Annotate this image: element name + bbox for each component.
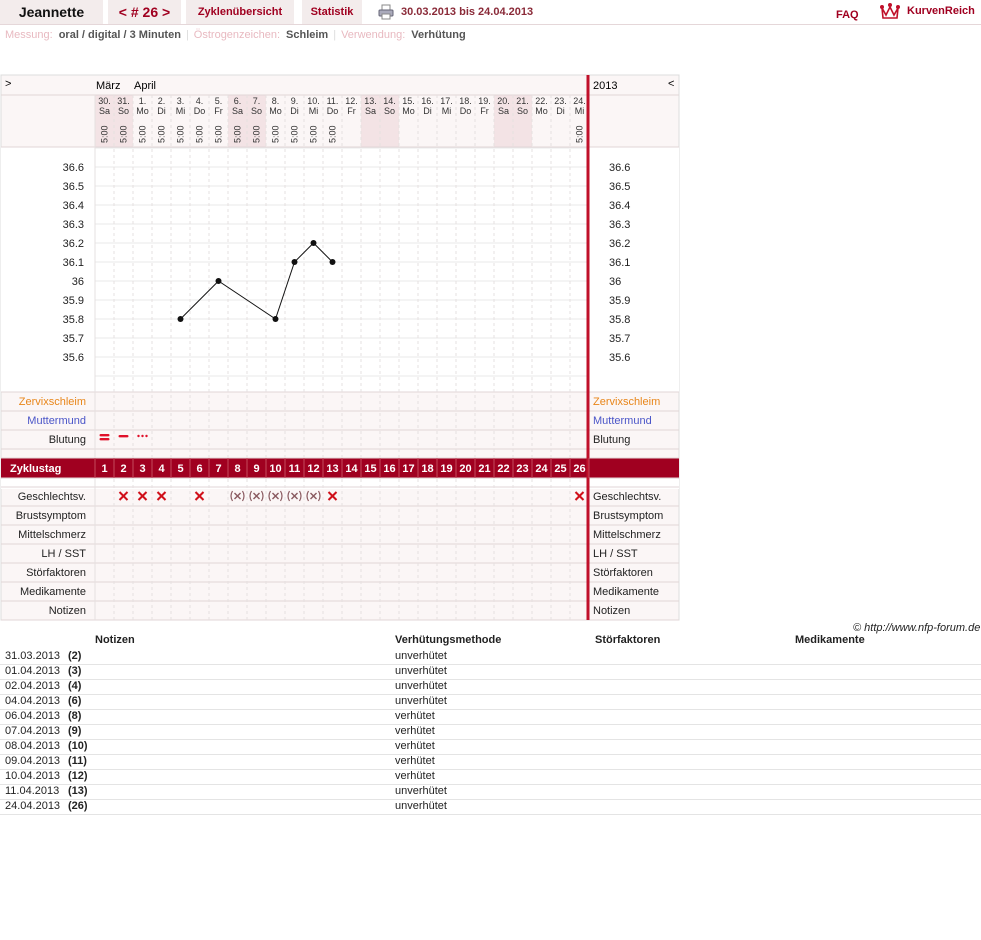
table-row	[0, 679, 981, 695]
table-row	[0, 709, 981, 725]
table-row	[0, 664, 981, 680]
temp-tick-right: 35.8	[609, 314, 631, 326]
row-label-intercourse: Geschlechtsv.	[17, 491, 86, 503]
row-label-disturb: Störfaktoren	[26, 567, 86, 579]
row-label-cervix: Zervixschleim	[18, 396, 86, 408]
row-label-notes: Notizen	[48, 605, 86, 617]
row-label-bleeding: Blutung	[48, 434, 86, 446]
next-cycle-arrow[interactable]: <	[668, 78, 675, 90]
temp-tick-right: 36.4	[609, 200, 631, 212]
note-date: 10.04.2013	[5, 770, 61, 782]
day-time-label: 5:00	[289, 125, 300, 143]
cycle-day-label: Zyklustag	[10, 463, 62, 475]
tab-statistics[interactable]: Statistik	[302, 0, 362, 24]
estrogen-label: Östrogenzeichen:	[193, 29, 281, 41]
temp-tick-right: 35.9	[609, 295, 631, 307]
user-name: Jeannette	[0, 0, 103, 24]
day-weekday-label: Sa	[98, 106, 111, 116]
temp-tick-right: 35.6	[609, 352, 631, 364]
day-weekday-label: Fr	[347, 106, 356, 116]
temp-tick-left: 36.5	[62, 181, 84, 193]
row-label-right-intercourse: Geschlechtsv.	[593, 491, 662, 503]
month-label-march: März	[96, 80, 121, 92]
day-time-label: 5:00	[574, 125, 585, 143]
day-date-label: 6.	[233, 96, 242, 106]
cycle-day-number: 21	[478, 463, 491, 475]
day-weekday-label: Mi	[308, 106, 319, 116]
temp-tick-left: 35.9	[62, 295, 84, 307]
day-date-label: 2.	[157, 96, 166, 106]
top-bar	[0, 0, 981, 25]
temp-tick-right: 35.7	[609, 333, 631, 345]
cycle-day-number: 12	[307, 463, 320, 475]
day-time-label: 5:00	[251, 125, 262, 143]
day-weekday-label: Do	[326, 106, 339, 116]
row-label-midpain: Mittelschmerz	[18, 529, 86, 541]
row-label-right-breast: Brustsymptom	[593, 510, 664, 522]
note-method: unverhütet	[395, 680, 447, 692]
note-date: 04.04.2013	[5, 695, 61, 707]
copyright: © http://www.nfp-forum.de	[853, 622, 981, 634]
month-label-april: April	[134, 80, 157, 92]
measure-value: oral / digital / 3 Minuten	[58, 29, 181, 41]
temp-tick-left: 36.1	[62, 257, 84, 269]
col-disturb: Störfaktoren	[595, 634, 661, 646]
day-weekday-label: So	[383, 106, 396, 116]
cycle-day-number: 2	[120, 463, 127, 475]
use-label: Verwendung:	[341, 29, 406, 41]
row-label-right-bleeding: Blutung	[593, 434, 631, 446]
cycle-day-number: 10	[269, 463, 282, 475]
table-row	[0, 769, 981, 785]
temp-tick-left: 35.7	[62, 333, 84, 345]
day-date-label: 20.	[497, 96, 510, 106]
temp-tick-left: 36.4	[62, 200, 84, 212]
col-method: Verhütungsmethode	[395, 634, 502, 646]
note-date: 07.04.2013	[5, 725, 61, 737]
bleeding-heavy-mark	[100, 438, 110, 440]
cycle-day-number: 24	[535, 463, 548, 475]
day-weekday-label: Fr	[480, 106, 489, 116]
temperature-point	[216, 278, 222, 284]
day-time-label: 5:00	[118, 125, 129, 143]
day-weekday-label: Mo	[136, 106, 149, 116]
day-weekday-label: Mi	[574, 106, 585, 116]
row-label-meds: Medikamente	[19, 586, 86, 598]
day-date-label: 31.	[117, 96, 130, 106]
day-time-label: 5:00	[175, 125, 186, 143]
cycle-day-number: 26	[573, 463, 586, 475]
table-row	[0, 649, 981, 665]
note-method: unverhütet	[395, 695, 447, 707]
note-date: 01.04.2013	[5, 665, 61, 677]
cycle-day-number: 3	[139, 463, 146, 475]
note-method: unverhütet	[395, 800, 447, 812]
bleeding-heavy-mark	[100, 434, 110, 436]
measure-label: Messung:	[5, 29, 53, 41]
day-date-label: 17.	[440, 96, 453, 106]
temp-tick-left: 36.6	[62, 162, 84, 174]
row-label-right-disturb: Störfaktoren	[593, 567, 653, 579]
crown-logo-icon[interactable]	[880, 2, 900, 20]
use-value: Verhütung	[411, 29, 466, 41]
note-date: 31.03.2013	[5, 650, 61, 662]
note-method: verhütet	[395, 755, 435, 767]
note-cycle-day: (6)	[68, 695, 82, 707]
day-weekday-label: Di	[423, 106, 432, 116]
note-cycle-day: (3)	[68, 665, 82, 677]
day-weekday-label: So	[117, 106, 130, 116]
bleeding-spotting-mark	[141, 435, 143, 437]
note-method: unverhütet	[395, 650, 447, 662]
day-date-label: 10.	[307, 96, 320, 106]
day-time-label: 5:00	[232, 125, 243, 143]
measurement-info: Messung: oral / digital / 3 Minuten | Östrogenzeichen: Schleim | Verwendung: Verhütung	[5, 29, 466, 41]
col-notes: Notizen	[95, 634, 135, 646]
day-date-label: 4.	[195, 96, 204, 106]
day-weekday-label: Sa	[231, 106, 244, 116]
day-date-label: 23.	[554, 96, 567, 106]
temp-tick-right: 36.3	[609, 219, 631, 231]
day-weekday-label: Do	[193, 106, 206, 116]
tab-cycle-overview[interactable]: Zyklenübersicht	[186, 0, 294, 24]
cycle-day-number: 18	[421, 463, 434, 475]
table-row	[0, 784, 981, 800]
note-cycle-day: (2)	[68, 650, 82, 662]
cycle-day-number: 20	[459, 463, 472, 475]
note-date: 09.04.2013	[5, 755, 61, 767]
note-method: unverhütet	[395, 665, 447, 677]
year-label: 2013	[593, 80, 618, 92]
day-weekday-label: Di	[157, 106, 166, 116]
temperature-point	[273, 316, 279, 322]
day-weekday-label: So	[516, 106, 529, 116]
day-weekday-label: Di	[556, 106, 565, 116]
day-date-label: 3.	[176, 96, 185, 106]
printer-icon[interactable]	[378, 4, 394, 20]
temperature-point	[330, 259, 336, 265]
cycle-day-number: 25	[554, 463, 567, 475]
day-time-label: 5:00	[99, 125, 110, 143]
cycle-day-number: 22	[497, 463, 510, 475]
cycle-day-number: 15	[364, 463, 377, 475]
day-time-label: 5:00	[194, 125, 205, 143]
note-cycle-day: (9)	[68, 725, 82, 737]
note-cycle-day: (8)	[68, 710, 82, 722]
day-weekday-label: Di	[290, 106, 299, 116]
day-weekday-label: Do	[459, 106, 472, 116]
temp-tick-left: 36.2	[62, 238, 84, 250]
bleeding-medium-mark	[119, 435, 129, 437]
note-method: verhütet	[395, 725, 435, 737]
table-row	[0, 739, 981, 755]
day-time-label: 5:00	[156, 125, 167, 143]
day-date-label: 11.	[326, 96, 339, 106]
temperature-point	[311, 240, 317, 246]
day-weekday-label: Sa	[364, 106, 377, 116]
note-cycle-day: (11)	[68, 755, 87, 767]
day-date-label: 7.	[252, 96, 261, 106]
row-label-right-meds: Medikamente	[593, 586, 660, 598]
faq-link[interactable]: FAQ	[836, 9, 859, 21]
note-date: 02.04.2013	[5, 680, 61, 692]
temp-tick-left: 36	[71, 276, 84, 288]
note-date: 11.04.2013	[5, 785, 60, 797]
day-date-label: 1.	[138, 96, 147, 106]
bleeding-spotting-mark	[137, 435, 139, 437]
day-date-label: 14.	[383, 96, 396, 106]
row-label-right-notes: Notizen	[593, 605, 631, 617]
cycle-day-number: 5	[177, 463, 184, 475]
day-date-label: 5.	[214, 96, 223, 106]
row-label-right-lh: LH / SST	[593, 548, 638, 560]
day-weekday-label: Fr	[214, 106, 223, 116]
cycle-day-number: 16	[383, 463, 396, 475]
cycle-day-number: 9	[253, 463, 260, 475]
day-date-label: 8.	[271, 96, 280, 106]
note-cycle-day: (26)	[68, 800, 88, 812]
row-label-right-os: Muttermund	[593, 415, 652, 427]
note-cycle-day: (12)	[68, 770, 88, 782]
temp-tick-right: 36.1	[609, 257, 631, 269]
temp-tick-right: 36.2	[609, 238, 631, 250]
day-weekday-label: Mi	[175, 106, 186, 116]
table-row	[0, 694, 981, 710]
cycle-day-number: 14	[345, 463, 358, 475]
day-time-label: 5:00	[213, 125, 224, 143]
estrogen-value: Schleim	[286, 29, 329, 41]
day-weekday-label: Mo	[269, 106, 282, 116]
cycle-day-number: 7	[215, 463, 222, 475]
note-cycle-day: (13)	[68, 785, 88, 797]
cycle-day-number: 17	[402, 463, 415, 475]
note-cycle-day: (4)	[68, 680, 82, 692]
col-meds: Medikamente	[795, 634, 865, 646]
cycle-day-number: 1	[101, 463, 108, 475]
day-date-label: 30.	[98, 96, 111, 106]
table-row	[0, 799, 981, 815]
day-weekday-label: Mo	[402, 106, 415, 116]
table-row	[0, 754, 981, 770]
day-date-label: 15.	[402, 96, 415, 106]
temp-tick-left: 35.6	[62, 352, 84, 364]
day-date-label: 18.	[459, 96, 472, 106]
prev-cycle-arrow[interactable]: >	[5, 78, 12, 90]
day-date-label: 16.	[421, 96, 434, 106]
cycle-day-number: 11	[288, 463, 301, 475]
note-method: unverhütet	[395, 785, 447, 797]
note-date: 24.04.2013	[5, 800, 61, 812]
note-method: verhütet	[395, 770, 435, 782]
cycle-day-number: 6	[196, 463, 203, 475]
temp-tick-right: 36.5	[609, 181, 631, 193]
temperature-point	[292, 259, 298, 265]
temp-tick-left: 36.3	[62, 219, 84, 231]
day-weekday-label: Sa	[497, 106, 510, 116]
cycle-day-number: 23	[516, 463, 529, 475]
row-label-os: Muttermund	[27, 415, 86, 427]
row-label-lh: LH / SST	[41, 548, 86, 560]
note-date: 06.04.2013	[5, 710, 61, 722]
row-label-right-cervix: Zervixschleim	[593, 396, 661, 408]
day-time-label: 5:00	[137, 125, 148, 143]
cycle-chart	[0, 74, 680, 622]
date-range: 30.03.2013 bis 24.04.2013	[401, 6, 534, 18]
day-time-label: 5:00	[270, 125, 281, 143]
cycle-day-number: 19	[440, 463, 453, 475]
day-date-label: 12.	[345, 96, 358, 106]
day-date-label: 24.	[573, 96, 586, 106]
note-cycle-day: (10)	[68, 740, 88, 752]
temp-tick-right: 36.6	[609, 162, 631, 174]
day-weekday-label: So	[250, 106, 263, 116]
temp-tick-right: 36	[609, 276, 622, 288]
logo-text[interactable]: KurvenReich	[907, 5, 975, 17]
cycle-day-number: 4	[158, 463, 165, 475]
temperature-area	[1, 147, 679, 392]
table-row	[0, 724, 981, 740]
day-date-label: 13.	[364, 96, 377, 106]
day-time-label: 5:00	[308, 125, 319, 143]
day-time-label: 5:00	[327, 125, 338, 143]
note-method: verhütet	[395, 710, 435, 722]
day-date-label: 21.	[516, 96, 529, 106]
note-method: verhütet	[395, 740, 435, 752]
day-weekday-label: Mi	[441, 106, 452, 116]
day-date-label: 22.	[535, 96, 548, 106]
cycle-day-number: 13	[326, 463, 339, 475]
day-weekday-label: Mo	[535, 106, 548, 116]
day-date-label: 9.	[290, 96, 299, 106]
cycle-day-number: 8	[234, 463, 241, 475]
bleeding-spotting-mark	[145, 435, 147, 437]
row-label-breast: Brustsymptom	[15, 510, 86, 522]
temp-tick-left: 35.8	[62, 314, 84, 326]
note-date: 08.04.2013	[5, 740, 61, 752]
row-label-right-midpain: Mittelschmerz	[593, 529, 661, 541]
cycle-navigator[interactable]: < # 26 >	[108, 0, 181, 24]
temperature-point	[178, 316, 184, 322]
day-date-label: 19.	[478, 96, 491, 106]
